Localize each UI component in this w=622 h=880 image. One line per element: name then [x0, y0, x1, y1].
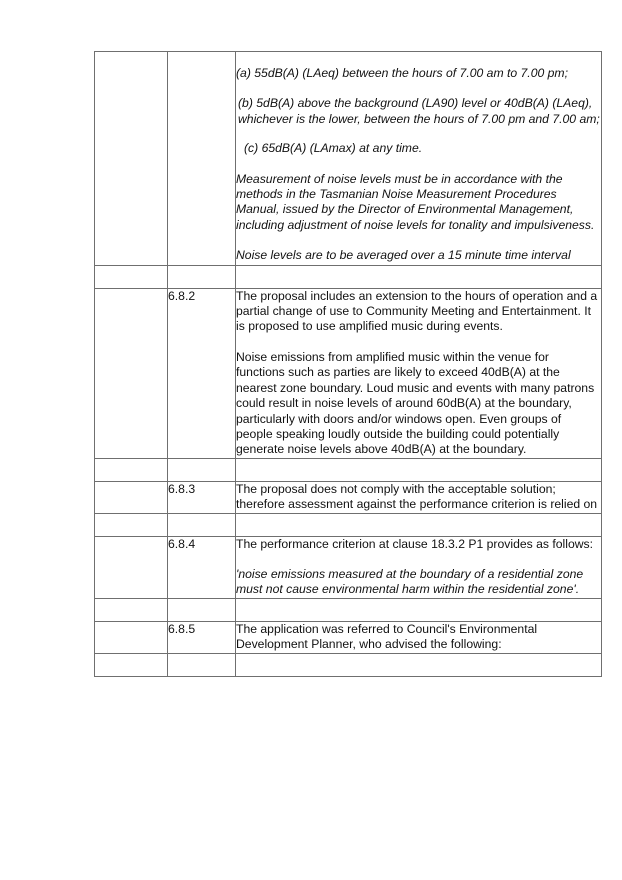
quoted-criterion: 'noise emissions measured at the boundary of a residential zone must not cause environmental harm within the residential zone'. — [236, 566, 584, 597]
empty-cell — [95, 288, 168, 458]
limit-b: (b) 5dB(A) above the background (LA90) level or 40dB(A) (LAeq), whichever is the lower, between the hours of 7.00 pm and 7.00 am; — [238, 96, 600, 126]
empty-cell — [95, 536, 168, 598]
limit-a: (a) 55dB(A) (LAeq) between the hours of 7.00 am to 7.00 pm; — [236, 66, 568, 80]
empty-cell — [95, 52, 168, 266]
noise-limits-text — [236, 52, 602, 266]
paragraph: The application was referred to Council's Environmental Development Planner, who advised the following: — [236, 621, 538, 652]
paragraph: The proposal includes an extension to the hours of operation and a partial change of use to Community Meeting and Entertainment. It is proposed to use amplified music during events. — [236, 288, 598, 334]
report-table — [94, 51, 602, 677]
clause-number: 6.8.2 — [168, 288, 236, 458]
averaging-paragraph: Noise levels are to be averaged over a 15 minute time interval — [236, 248, 571, 263]
table-row-spacer — [95, 598, 602, 621]
table-row-6-8-5 — [95, 621, 602, 653]
clause-text — [236, 481, 602, 513]
empty-cell — [95, 481, 168, 513]
table-row-spacer — [95, 458, 602, 481]
table-row-spacer — [95, 265, 602, 288]
table-row-spacer — [95, 513, 602, 536]
paragraph: The proposal does not comply with the acceptable solution; therefore assessment against the performance criterion is relied on — [236, 481, 598, 512]
clause-number: 6.8.5 — [168, 621, 236, 653]
table-row-spacer — [95, 653, 602, 676]
empty-cell — [95, 621, 168, 653]
measurement-paragraph: Measurement of noise levels must be in accordance with the methods in the Tasmanian Noise Measurement Procedures Manual, issued by the Director of Environmental Management, including adjustment of noise levels for tonality and impulsiveness. — [236, 171, 595, 232]
table-row-6-8-2 — [95, 288, 602, 458]
clause-number: 6.8.4 — [168, 536, 236, 598]
clause-text — [236, 288, 602, 458]
paragraph: Noise emissions from amplified music within the venue for functions such as parties are likely to exceed 40dB(A) at the nearest zone boundary. Loud music and events with many patrons could result in noise levels of around 60dB(A) at the boundary, particularly with doors and/or windows open. Even groups of people speaking loudly outside the building could potentially generate noise levels above 40dB(A) at the boundary. — [236, 349, 595, 457]
clause-text — [236, 621, 602, 653]
clause-text — [236, 536, 602, 598]
limit-c: (c) 65dB(A) (LAmax) at any time. — [244, 141, 423, 156]
paragraph: The performance criterion at clause 18.3.2 P1 provides as follows: — [236, 536, 594, 551]
table-row-6-8-3 — [95, 481, 602, 513]
table-row-noise-limits — [95, 52, 602, 266]
table-row-6-8-4 — [95, 536, 602, 598]
clause-number: 6.8.3 — [168, 481, 236, 513]
empty-cell — [168, 52, 236, 266]
